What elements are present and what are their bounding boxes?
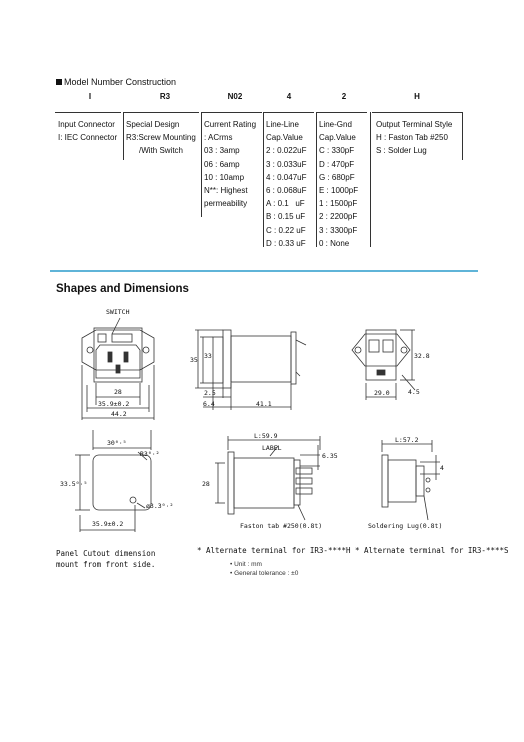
column-row: 06 : 6amp: [204, 159, 240, 169]
model-title-text: Model Number Construction: [64, 77, 177, 87]
switch-label: SWITCH: [106, 308, 130, 316]
column-row: Line-Line: [266, 120, 299, 129]
code-3: 4: [286, 92, 292, 101]
cutout-dim-bottom: 35.9±0.2: [92, 520, 124, 528]
column-row: permeability: [204, 199, 248, 209]
rear-dim-290: 29.0: [374, 389, 390, 397]
column-row: 2 : 2200pF: [319, 212, 358, 222]
column-row: B : 0.15 uF: [266, 212, 306, 222]
solder-length: L:57.2: [395, 436, 419, 444]
cutout-dim-top: 30⁰·⁵: [107, 439, 127, 447]
bullet-star-icon: *: [355, 546, 365, 555]
solder-caption: [355, 546, 509, 555]
column-row: Special Design: [126, 120, 180, 129]
column-row: 2 : 0.022uF: [266, 146, 307, 156]
cutout-dim-hole: ø3.3⁰·²: [146, 502, 174, 510]
code-0: I: [88, 92, 92, 101]
faston-length: L:59.9: [254, 432, 278, 440]
cutout-dim-left: 33.5⁰·⁵: [60, 480, 88, 488]
column-row: Line-Gnd: [319, 120, 352, 129]
front-dim-28: 28: [114, 388, 122, 396]
solder-caption-text: Alternate terminal for IR3-****S: [364, 546, 509, 555]
code-4: 2: [341, 92, 347, 101]
solder-callout: Soldering Lug(0.8t): [368, 522, 443, 530]
column-row: Input Connector: [58, 120, 115, 129]
bullet-icon: •: [230, 570, 235, 577]
front-dim-442: 44.2: [111, 410, 127, 418]
side-dim-33: 33: [204, 352, 212, 360]
faston-caption-text: Alternate terminal for IR3-****H: [206, 546, 351, 555]
note-text: General tolerance : ±0: [234, 570, 299, 577]
column-row: C : 330pF: [319, 146, 355, 156]
column-row: G : 680pF: [319, 172, 355, 182]
column-row: C : 0.22 uF: [266, 225, 306, 235]
note-line: [230, 569, 298, 578]
column-row: Cap.Value: [266, 133, 303, 143]
column-row: Current Rating: [204, 120, 257, 129]
side-dim-411: 41.1: [256, 400, 272, 408]
side-dim-25: 2.5: [204, 389, 216, 397]
column-row: D : 0.33 uF: [266, 238, 306, 248]
faston-callout: Faston tab #250(0.8t): [240, 522, 323, 530]
note-text: Unit : mm: [234, 561, 262, 568]
cutout-caption-line: mount from front side.: [56, 560, 156, 569]
column-row: Cap.Value: [319, 133, 356, 143]
note-line: [230, 560, 298, 569]
column-row: : ACrms: [204, 133, 233, 143]
cutout-caption: [56, 548, 155, 570]
code-1: R3: [159, 92, 171, 101]
column-row: A : 0.1 uF: [266, 199, 305, 209]
front-dim-359: 35.9±0.2: [98, 400, 130, 408]
column-row: 6 : 0.068uF: [266, 186, 307, 196]
notes: [230, 560, 298, 578]
bullet-star-icon: *: [197, 546, 207, 555]
column-row: 4 : 0.047uF: [266, 172, 307, 182]
column-row: I: IEC Connector: [58, 133, 118, 143]
column-row: N**: Highest: [204, 186, 248, 196]
cutout-caption-line: Panel Cutout dimension: [56, 549, 156, 558]
side-view-drawing: [195, 330, 306, 410]
column-row: 3 : 0.033uF: [266, 159, 307, 169]
cutout-dim-r: R3⁰·²: [140, 450, 160, 458]
code-2: N02: [227, 92, 243, 101]
shapes-heading: Shapes and Dimensions: [56, 283, 189, 295]
column-row: R3:Screw Mounting: [126, 133, 196, 143]
faston-dim-28: 28: [202, 480, 210, 488]
column-row: D : 470pF: [319, 159, 355, 169]
faston-caption: [197, 546, 351, 555]
column-row: 3 : 3300pF: [319, 225, 358, 235]
faston-dim-635: 6.35: [322, 452, 338, 460]
side-dim-35: 35: [190, 356, 198, 364]
code-5: H: [414, 92, 420, 101]
column-row: E : 1000pF: [319, 186, 359, 196]
column-row: Output Terminal Style: [376, 120, 453, 129]
column-row: 03 : 3amp: [204, 146, 240, 156]
solder-drawing: [382, 440, 440, 520]
column-row: 1 : 1500pF: [319, 199, 358, 209]
column-row: /With Switch: [139, 146, 184, 156]
bullet-icon: •: [230, 561, 235, 568]
side-dim-64: 6.4: [203, 400, 215, 408]
column-row: 10 : 10amp: [204, 172, 245, 182]
column-row: H : Faston Tab #250: [376, 133, 448, 143]
rear-dim-328: 32.8: [414, 352, 430, 360]
faston-label: LABEL: [262, 444, 282, 452]
solder-dim-4: 4: [440, 464, 444, 472]
column-row: 0 : None: [319, 238, 350, 248]
rear-dim-45: 4.5: [408, 388, 420, 396]
column-row: S : Solder Lug: [376, 146, 427, 156]
